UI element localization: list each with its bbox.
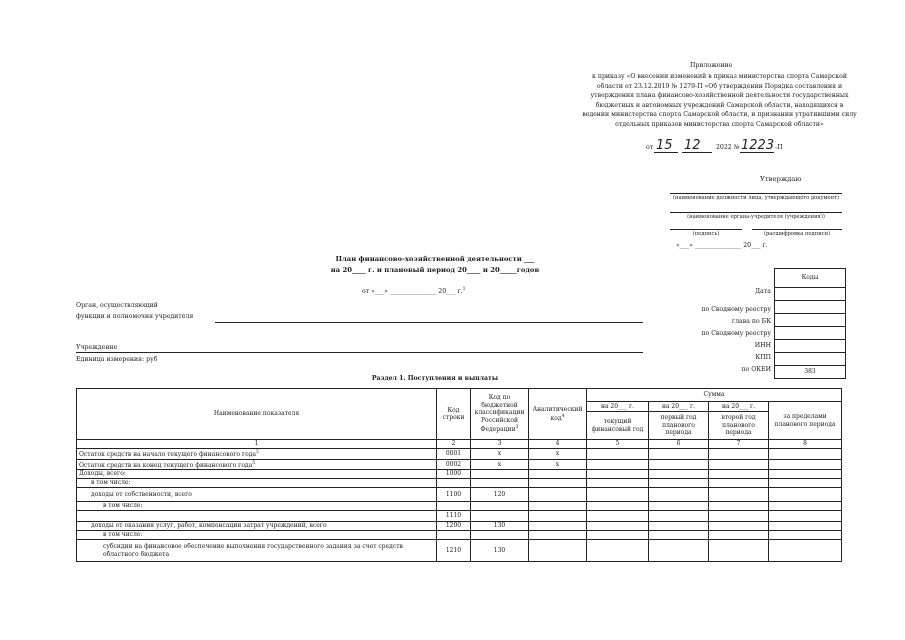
row-bk: x [471, 449, 529, 460]
approve-sign-caption: (подпись) [692, 231, 720, 237]
row-bk [471, 531, 529, 540]
header-y3-top: на 20___ г. [709, 402, 769, 412]
annex-line: области от 23.12.2019 № 1279-П «Об утверждении Порядка составления и [596, 82, 843, 90]
row-an [529, 531, 587, 540]
row-sum-cell[interactable] [769, 531, 842, 540]
code-consolidated-registry-2[interactable] [775, 326, 845, 339]
row-name-text: в том числе: [103, 502, 143, 510]
code-date[interactable] [775, 287, 845, 300]
header-analytic-text: Аналитический код [532, 405, 583, 422]
code-label: по Сводному реестру [701, 330, 771, 337]
row-sum-cell[interactable] [709, 531, 769, 540]
row-sum-cell[interactable] [709, 540, 769, 562]
annex-line: утверждения плана финансово-хозяйственной деятельности государственных [590, 92, 849, 99]
approve-position-caption: (наименование должности лица, утверждающего документ) [673, 195, 839, 201]
approve-name-caption: (расшифровка подписи) [763, 231, 831, 237]
row-bk: 120 [471, 488, 529, 502]
row-sum-cell[interactable] [709, 479, 769, 488]
column-number: 2 [437, 440, 471, 449]
row-an [529, 502, 587, 511]
order-number: 1223 [741, 138, 775, 153]
row-name-text: субсидии на финансовое обеспечение выполнения государственного задания за счет средств областного бюджета [103, 543, 403, 558]
header-analytic [529, 389, 587, 440]
row-sum-cell[interactable] [587, 449, 649, 460]
row-code: 0001 [437, 449, 471, 460]
annex-line: отдельных приказов министерства спорта Самарской области» [615, 120, 824, 128]
row-sum-cell[interactable] [709, 488, 769, 502]
unit-label: Единица измерения: руб [76, 356, 158, 363]
approve-title: Утверждаю [760, 175, 802, 183]
row-bk [471, 502, 529, 511]
row-code: 1200 [437, 522, 471, 531]
row-an [529, 479, 587, 488]
row-sum-cell[interactable] [709, 449, 769, 460]
row-sum-cell[interactable] [769, 540, 842, 562]
order-date-prefix: от [646, 144, 654, 151]
header-beyond: за пределами планового периода [769, 402, 842, 440]
column-number: 7 [709, 440, 769, 449]
order-year: 2022 № [716, 144, 740, 151]
row-sum-cell[interactable] [649, 459, 709, 470]
row-code: 1110 [437, 511, 471, 522]
row-sum-cell[interactable] [587, 502, 649, 511]
row-sum-cell[interactable] [769, 522, 842, 531]
row-sum-cell[interactable] [649, 502, 709, 511]
row-name-text: доходы от оказания услуг, работ, компенсации затрат учреждений, всего [91, 522, 327, 530]
row-name [77, 540, 437, 562]
annex-line: к приказу «О внесении изменений в приказ министерства спорта Самарской [592, 73, 847, 80]
row-an [529, 540, 587, 562]
plan-title-line1: План финансово-хозяйственной деятельности ___ [335, 255, 535, 263]
row-sum-cell[interactable] [587, 511, 649, 522]
row-sum-cell[interactable] [587, 459, 649, 470]
row-name [77, 502, 437, 511]
annex-text [582, 72, 857, 129]
code-consolidated-registry-1[interactable] [775, 300, 845, 313]
row-sum-cell[interactable] [649, 488, 709, 502]
row-bk [471, 511, 529, 522]
organ-input-line[interactable] [215, 322, 643, 323]
row-sum-cell[interactable] [709, 470, 769, 479]
approve-org-caption: (наименование органа-учредителя (учреждения)) [687, 214, 825, 220]
row-name-text: Остаток средств на конец текущего финансового года [79, 461, 253, 469]
order-day: 15 [656, 138, 673, 153]
row-sum-cell[interactable] [649, 511, 709, 522]
row-bk: x [471, 459, 529, 470]
code-inn[interactable] [775, 339, 845, 352]
row-sum-cell[interactable] [587, 522, 649, 531]
code-label: глава по БК [731, 318, 771, 325]
table-row [77, 540, 842, 562]
table-row [77, 522, 842, 531]
row-name-footnote: 5 [255, 450, 259, 455]
row-sum-cell[interactable] [769, 511, 842, 522]
table-row [77, 449, 842, 460]
row-sum-cell[interactable] [769, 502, 842, 511]
code-kpp[interactable] [775, 352, 845, 365]
header-y2-bottom: первый год планового периода [649, 412, 709, 440]
plan-date-footnote: 1 [462, 287, 466, 292]
row-an [529, 511, 587, 522]
row-an [529, 488, 587, 502]
organ-label-line1: Орган, осуществляющий [76, 302, 158, 309]
row-name [77, 459, 437, 470]
row-code [437, 531, 471, 540]
row-name-text: в том числе: [103, 531, 143, 539]
row-code [437, 502, 471, 511]
row-name [77, 488, 437, 502]
row-an [529, 522, 587, 531]
table-row [77, 459, 842, 470]
row-code: 1000 [437, 470, 471, 479]
header-y1-top: на 20___ г. [587, 402, 649, 412]
annex-title: Приложение [690, 62, 733, 69]
row-code: 1210 [437, 540, 471, 562]
row-name [77, 470, 437, 479]
table-row [77, 488, 842, 502]
code-label: по ОКЕИ [741, 366, 771, 373]
row-name [77, 522, 437, 531]
row-sum-cell[interactable] [769, 470, 842, 479]
row-sum-cell[interactable] [649, 522, 709, 531]
row-name-text: доходы от собственности, всего [91, 490, 192, 498]
table-row [77, 502, 842, 511]
code-label: по Сводному реестру [701, 306, 771, 313]
row-sum-cell[interactable] [587, 479, 649, 488]
column-numbers-row [77, 440, 842, 449]
column-number: 4 [529, 440, 587, 449]
row-sum-cell[interactable] [587, 531, 649, 540]
row-sum-cell[interactable] [769, 459, 842, 470]
header-budget-code [471, 389, 529, 440]
row-name [77, 479, 437, 488]
receipts-payments-table [76, 388, 842, 562]
row-name [77, 531, 437, 540]
plan-title-line2: на 20____ г. и плановый период 20____ и 20_____годов [330, 266, 540, 274]
row-an [529, 470, 587, 479]
institution-label: Учреждение [76, 344, 118, 351]
row-bk [471, 479, 529, 488]
row-sum-cell[interactable] [649, 531, 709, 540]
institution-input-line[interactable] [76, 352, 643, 353]
row-name-text: Остаток средств на начало текущего финансового года [79, 451, 256, 458]
row-sum-cell[interactable] [587, 488, 649, 502]
table-row [77, 531, 842, 540]
row-sum-cell[interactable] [709, 459, 769, 470]
organ-label-line2: функции и полномочия учредителя [76, 313, 194, 320]
row-sum-cell[interactable] [769, 479, 842, 488]
column-number: 6 [649, 440, 709, 449]
row-an: x [529, 459, 587, 470]
header-y3-bottom: второй год планового периода [709, 412, 769, 440]
row-code: 1100 [437, 488, 471, 502]
codes-header: Коды [801, 274, 819, 281]
code-budget-chapter[interactable] [775, 313, 845, 326]
code-okei[interactable]: 383 [775, 365, 845, 378]
header-budget-code-footnote: 3 [515, 425, 519, 431]
header-sum: Сумма [587, 389, 842, 402]
header-y1-bottom: текущий финансовый год [587, 412, 649, 440]
order-suffix: -П [775, 144, 783, 151]
header-analytic-footnote: 4 [561, 414, 565, 419]
approve-date-line: «___» _______________ 20___ г. [676, 242, 768, 249]
row-sum-cell[interactable] [769, 488, 842, 502]
code-label: Дата [755, 288, 771, 295]
column-number: 8 [769, 440, 842, 449]
codes-box [774, 268, 846, 379]
plan-date-text: от «___» _______________ 20___ г. [362, 288, 463, 296]
row-sum-cell[interactable] [649, 470, 709, 479]
row-code [437, 479, 471, 488]
row-sum-cell[interactable] [649, 540, 709, 562]
table-row [77, 470, 842, 479]
header-name: Наименование показателя [77, 389, 437, 440]
column-number: 3 [471, 440, 529, 449]
header-y2-top: на 20___ г. [649, 402, 709, 412]
row-sum-cell[interactable] [649, 449, 709, 460]
row-sum-cell[interactable] [709, 511, 769, 522]
row-sum-cell[interactable] [769, 449, 842, 460]
row-name-text: Доходы, всего: [79, 470, 126, 478]
header-row-code: Код строки [437, 389, 471, 440]
row-name [77, 449, 437, 460]
annex-line: ведении министерства спорта Самарской области, и признании утратившими силу [582, 111, 857, 118]
row-sum-cell[interactable] [587, 470, 649, 479]
table-row [77, 511, 842, 522]
row-name-text: в том числе: [91, 479, 131, 487]
table-row [77, 479, 842, 488]
row-bk: 130 [471, 522, 529, 531]
column-number: 5 [587, 440, 649, 449]
row-sum-cell[interactable] [709, 522, 769, 531]
code-label: КПП [755, 354, 771, 361]
column-number: 1 [77, 440, 437, 449]
row-an: x [529, 449, 587, 460]
annex-order-line [646, 140, 846, 156]
row-sum-cell[interactable] [587, 540, 649, 562]
row-name [77, 511, 437, 522]
annex-line: бюджетных и автономных учреждений Самарской области, находящихся в [595, 101, 844, 109]
code-label: ИНН [754, 342, 771, 349]
row-sum-cell[interactable] [649, 479, 709, 488]
row-bk: 130 [471, 540, 529, 562]
header-budget-code-text: Код по бюджетной классификации Российской Федерации [474, 394, 525, 434]
row-sum-cell[interactable] [709, 502, 769, 511]
row-code: 0002 [437, 459, 471, 470]
order-month: 12 [684, 138, 701, 153]
row-name-footnote: 5 [252, 460, 256, 466]
section-title: Раздел 1. Поступления и выплаты [371, 375, 499, 382]
row-bk [471, 470, 529, 479]
plan-date-line [362, 287, 466, 295]
